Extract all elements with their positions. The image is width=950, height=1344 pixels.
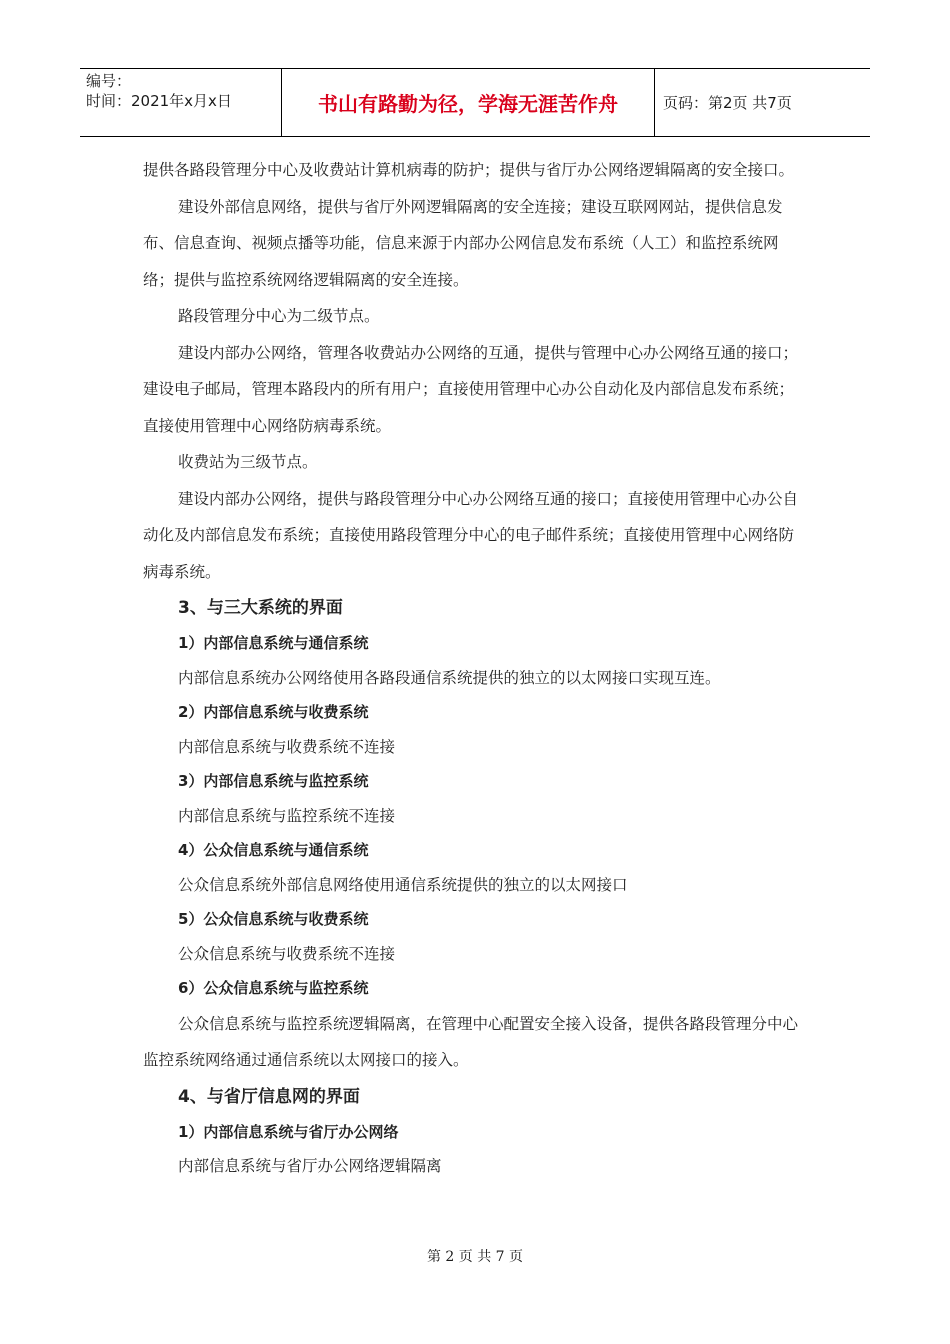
subsection-heading: 1）内部信息系统与通信系统 [178,634,369,652]
paragraph: 内部信息系统办公网络使用各路段通信系统提供的独立的以太网接口实现互连。 [178,668,721,687]
paragraph: 公众信息系统与收费系统不连接 [178,944,396,963]
document-number-label: 编号： [86,72,132,90]
paragraph: 收费站为三级节点。 [178,453,318,471]
subsection-heading: 4）公众信息系统与通信系统 [178,841,369,859]
section-heading: 4、与省厅信息网的界面 [178,1086,360,1107]
page-header [80,68,870,137]
paragraph: 建设外部信息网络，提供与省厅外网逻辑隔离的安全连接；建设互联网网站，提供信息发布、信息查询、视频点播等功能，信息来源于内部办公网信息发布系统（人工）和监控系统网络；提供与监控系统网络逻辑隔离的安全连接。 [143,197,783,289]
paragraph: 内部信息系统与收费系统不连接 [178,737,396,756]
document-time-label: 时间：2021年x月x日 [86,92,232,110]
document-body [143,152,808,1184]
header-motto: 书山有路勤为径，学海无涯苦作舟 [282,69,655,136]
paragraph: 内部信息系统与监控系统不连接 [178,806,396,825]
header-meta [80,69,282,136]
paragraph: 公众信息系统与监控系统逻辑隔离，在管理中心配置安全接入设备，提供各路段管理分中心监控系统网络通过通信系统以太网接口的接入。 [143,1014,799,1069]
section-heading: 3、与三大系统的界面 [178,598,343,618]
subsection-heading: 2）内部信息系统与收费系统 [178,703,369,721]
paragraph: 路段管理分中心为二级节点。 [178,307,380,325]
subsection-heading: 3）内部信息系统与监控系统 [178,772,369,790]
subsection-heading: 1）内部信息系统与省厅办公网络 [178,1122,399,1141]
page-footer: 第 2 页 共 7 页 [426,1249,524,1265]
paragraph: 建设内部办公网络，提供与路段管理分中心办公网络互通的接口；直接使用管理中心办公自动化及内部信息发布系统；直接使用路段管理分中心的电子邮件系统；直接使用管理中心网络防病毒系统。 [143,489,799,581]
paragraph: 公众信息系统外部信息网络使用通信系统提供的独立的以太网接口 [178,875,628,894]
subsection-heading: 6）公众信息系统与监控系统 [178,979,369,997]
subsection-heading: 5）公众信息系统与收费系统 [178,910,369,928]
header-page-number: 页码：第2页 共7页 [663,94,792,112]
paragraph: 内部信息系统与省厅办公网络逻辑隔离 [178,1157,442,1175]
paragraph: 提供各路段管理分中心及收费站计算机病毒的防护；提供与省厅办公网络逻辑隔离的安全接口。 [143,161,795,179]
paragraph: 建设内部办公网络，管理各收费站办公网络的互通，提供与管理中心办公网络互通的接口；建设电子邮局，管理本路段内的所有用户；直接使用管理中心办公自动化及内部信息发布系统；直接使用管理中心网络防病毒系统。 [143,343,799,435]
